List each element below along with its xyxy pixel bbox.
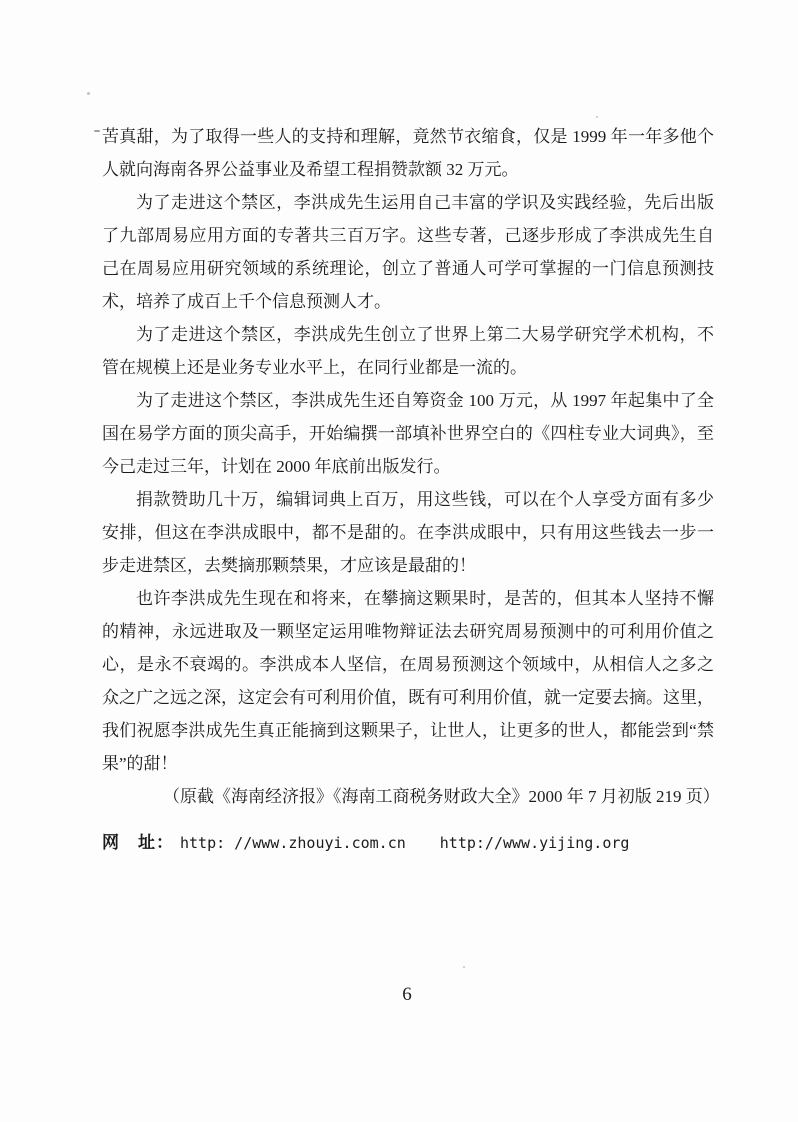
website-url-yijing: http://www.yijing.org [439, 834, 630, 852]
text-line: 了九部周易应用方面的专著共三百万字。这些专著，己逐步形成了李洪成先生自 [102, 226, 714, 245]
text-line: 人就向海南各界公益事业及希望工程捐赞款额 32 万元。 [102, 160, 519, 179]
text-line: 术，培养了成百上千个信息预测人才。 [102, 292, 391, 311]
text-line: 步走进禁区，去樊摘那颗禁果，才应该是最甜的！ [102, 556, 476, 575]
scan-speckle [596, 116, 598, 118]
text-line: 苦真甜，为了取得一些人的支持和理解，竟然节衣缩食，仅是 1999 年一年多他个 [102, 127, 714, 146]
text-line: 众之广之远之深，这定会有可利用价值，既有可利用价值，就一定要去摘。这里， [102, 688, 714, 707]
text-line: 己在周易应用研究领域的系统理论，创立了普通人可学可掌握的一门信息预测技 [102, 259, 714, 278]
text-line: 为了走进这个禁区，李洪成先生还自筹资金 100 万元，从 1997 年起集中了全 [136, 391, 714, 410]
source-attribution: （原截《海南经济报》《海南工商税务财政大全》2000 年 7 月初版 219 页） [163, 787, 720, 806]
scan-speckle [463, 966, 465, 968]
scan-speckle [87, 92, 90, 95]
website-label: 网 址： [102, 833, 174, 852]
text-line: 管在规模上还是业务专业水平上，在同行业都是一流的。 [102, 358, 527, 377]
article-text-block [102, 120, 720, 860]
text-line: 捐款赞助几十万，编辑词典上百万，用这些钱，可以在个人享受方面有多少 [136, 490, 714, 509]
text-line: 国在易学方面的顶尖高手，开始编撰一部填补世界空白的《四柱专业大词典》，至 [102, 424, 714, 443]
text-line: 安排，但这在李洪成眼中，都不是甜的。在李洪成眼中，只有用这些钱去一步一 [102, 523, 714, 542]
text-line: 为了走进这个禁区，李洪成先生运用自己丰富的学识及实践经验，先后出版 [136, 193, 714, 212]
page-number: 6 [402, 984, 412, 1005]
text-line: 也许李洪成先生现在和将来，在攀摘这颗果时，是苦的，但其本人坚持不懈 [136, 589, 714, 608]
article-body [102, 120, 714, 780]
text-line: 心，是永不衰竭的。李洪成本人坚信，在周易预测这个领域中，从相信人之多之 [102, 655, 714, 674]
website-url-zhouyi: http: //www.zhouyi.com.cn [180, 834, 406, 852]
text-line: 今己走过三年，计划在 2000 年底前出版发行。 [102, 457, 451, 476]
text-line: 果”的甜！ [102, 754, 178, 773]
text-line: 为了走进这个禁区，李洪成先生创立了世界上第二大易学研究学术机构，不 [136, 325, 714, 344]
text-line: 的精神，永远进取及一颗坚定运用唯物辩证法去研究周易预测中的可利用价值之 [102, 622, 714, 641]
text-line: 我们祝愿李洪成先生真正能摘到这颗果子，让世人，让更多的世人，都能尝到“禁 [102, 721, 714, 740]
website-line [102, 826, 714, 860]
scan-speckle [94, 130, 100, 132]
